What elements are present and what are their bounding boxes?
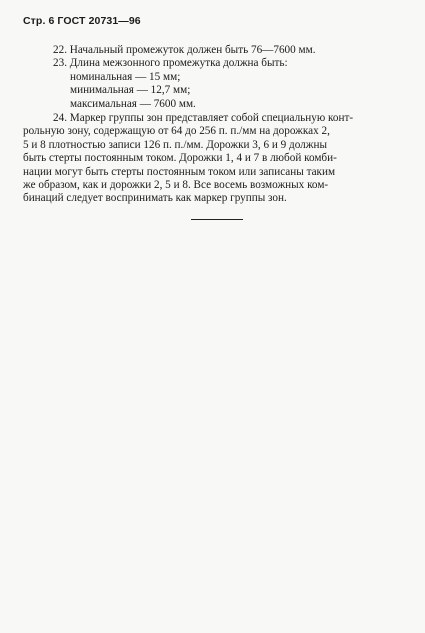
item-23-title: 23. Длина межзонного промежутка должна быть: xyxy=(53,57,288,70)
item-23-nominal: номинальная — 15 мм; xyxy=(70,70,181,83)
item-24-line: бинаций следует воспринимать как маркер группы зон. xyxy=(23,192,287,205)
item-23-minimal: минимальная — 12,7 мм; xyxy=(70,84,191,97)
item-24-paragraph xyxy=(23,112,396,206)
item-24-line: же образом, как и дорожки 2, 5 и 8. Все восемь возможных ком- xyxy=(23,179,329,192)
item-24-line: 24. Маркер группы зон представляет собой специальную конт- xyxy=(53,112,354,124)
item-24-line: быть стерты постоянным током. Дорожки 1, 4 и 7 в любой комби- xyxy=(23,152,337,165)
item-24-line: нации могут быть стерты постоянным током или записаны таким xyxy=(23,165,336,178)
item-24-line: рольную зону, содержащую от 64 до 256 п. п./мм на дорожках 2, xyxy=(23,125,330,138)
page-header: Стр. 6 ГОСТ 20731—96 xyxy=(23,15,141,27)
item-22: 22. Начальный промежуток должен быть 76—7600 мм. xyxy=(53,44,316,56)
item-23-maximal: максимальная — 7600 мм. xyxy=(70,97,196,110)
items-22-23 xyxy=(53,44,371,111)
end-rule xyxy=(191,219,243,220)
item-24-line: 5 и 8 плотностью записи 126 п. п./мм. Дорожки 3, 6 и 9 должны xyxy=(23,138,327,151)
